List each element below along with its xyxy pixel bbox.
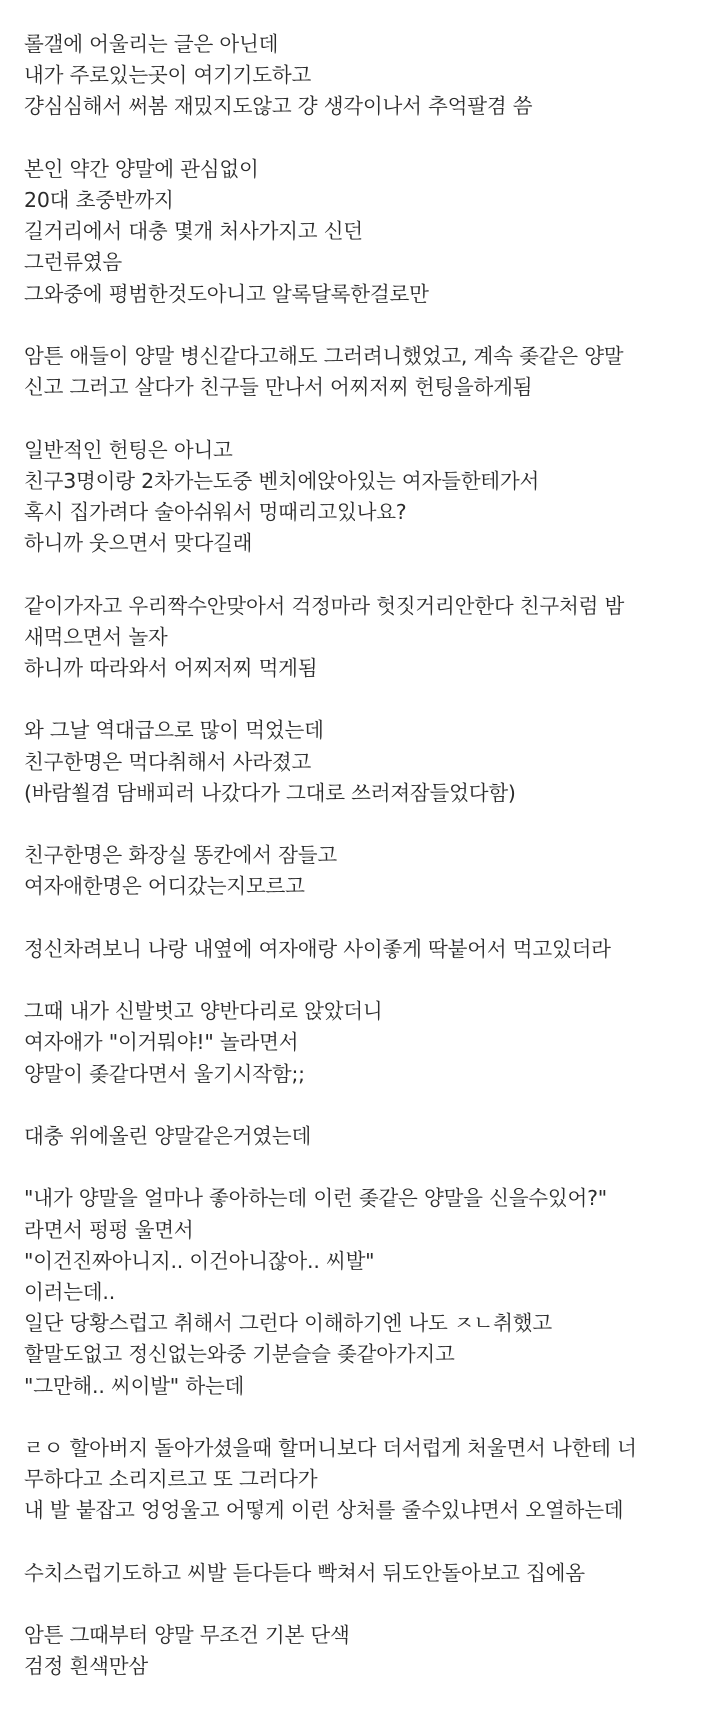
text-line: 암튼 애들이 양말 병신같다고해도 그러려니했었고, 계속 좆같은 양말 <box>24 344 624 368</box>
text-line: 하니까 웃으면서 맞다길래 <box>24 531 253 556</box>
text-line: ㄹㅇ 할아버지 돌아가셨을때 할머니보다 더서럽게 처울면서 나한테 너 <box>24 1435 637 1460</box>
text-line: 20대 초중반까지 <box>24 188 174 212</box>
text-line: 그와중에 평범한것도아니고 알록달록한걸로만 <box>24 281 429 306</box>
text-line: 새먹으면서 놀자 <box>24 624 168 649</box>
text-line: (바람쐴겸 담배피러 나갔다가 그대로 쓰러져잠들었다함) <box>24 780 516 805</box>
paragraph <box>24 591 684 685</box>
paragraph <box>24 1433 684 1527</box>
paragraph <box>24 435 684 560</box>
text-line: 정신차려보니 나랑 내옆에 여자애랑 사이좋게 딱붙어서 먹고있더라 <box>24 936 611 961</box>
paragraph <box>24 1121 684 1152</box>
paragraph <box>24 154 684 310</box>
text-line: 그런류였음 <box>24 250 123 275</box>
text-line: 혹시 집가려다 술아쉬워서 멍때리고있나요? <box>24 500 407 524</box>
text-line: 수치스럽기도하고 씨발 듣다듣다 빡쳐서 뒤도안돌아보고 집에옴 <box>24 1560 585 1585</box>
text-line: 하니까 따라와서 어찌저찌 먹게됨 <box>24 656 318 680</box>
text-line: 와 그날 역대급으로 많이 먹었는데 <box>24 718 324 743</box>
text-line: 무하다고 소리지르고 또 그러다가 <box>24 1467 318 1492</box>
paragraph <box>24 840 684 902</box>
text-line: 일단 당황스럽고 취해서 그런다 이해하기엔 나도 ㅈㄴ취했고 <box>24 1311 552 1336</box>
paragraph <box>24 715 684 809</box>
text-line: 친구한명은 먹다취해서 사라졌고 <box>24 749 312 774</box>
text-line: 친구3명이랑 2차가는도중 벤치에앉아있는 여자들한테가서 <box>24 468 540 493</box>
text-line: 친구한명은 화장실 똥칸에서 잠들고 <box>24 843 337 868</box>
text-line: 걍심심해서 써봄 재밌지도않고 걍 생각이나서 추억팔겸 씀 <box>24 94 533 119</box>
paragraph <box>24 1183 684 1401</box>
text-line: "이건진짜아니지.. 이건아니잖아.. 씨발" <box>24 1248 375 1273</box>
text-line: 할말도없고 정신없는와중 기분슬슬 좆같아가지고 <box>24 1342 455 1367</box>
text-line: 라면서 펑펑 울면서 <box>24 1217 194 1242</box>
paragraph <box>24 1558 684 1589</box>
text-line: 길거리에서 대충 몇개 처사가지고 신던 <box>24 219 363 244</box>
text-line: "그만해.. 씨이발" 하는데 <box>24 1373 245 1398</box>
paragraph <box>24 1620 684 1682</box>
text-line: 그때 내가 신발벗고 양반다리로 앉았더니 <box>24 999 383 1024</box>
text-line: 내가 주로있는곳이 여기기도하고 <box>24 63 312 88</box>
text-line: 롤갤에 어울리는 글은 아닌데 <box>24 32 279 56</box>
paragraph <box>24 29 684 123</box>
text-line: 양말이 좆같다면서 울기시작함;; <box>24 1061 305 1086</box>
paragraph <box>24 934 684 965</box>
text-line: 내 발 붙잡고 엉엉울고 어떻게 이런 상처를 줄수있냐면서 오열하는데 <box>24 1498 624 1523</box>
text-line: "내가 양말을 얼마나 좋아하는데 이런 좆같은 양말을 신을수있어?" <box>24 1186 608 1211</box>
text-line: 일반적인 헌팅은 아니고 <box>24 437 233 462</box>
text-line: 대충 위에올린 양말같은거였는데 <box>24 1123 312 1148</box>
paragraph <box>24 341 684 403</box>
text-line: 여자애가 "이거뭐야!" 놀라면서 <box>24 1030 299 1055</box>
text-line: 같이가자고 우리짝수안맞아서 걱정마라 헛짓거리안한다 친구처럼 밤 <box>24 593 625 618</box>
text-line: 이러는데.. <box>24 1279 116 1304</box>
paragraph <box>24 996 684 1090</box>
text-line: 본인 약간 양말에 관심없이 <box>24 156 259 181</box>
text-line: 여자애한명은 어디갔는지모르고 <box>24 874 305 899</box>
text-line: 암튼 그때부터 양말 무조건 기본 단색 <box>24 1623 350 1648</box>
text-line: 검정 흰색만삼 <box>24 1654 148 1679</box>
text-line: 신고 그러고 살다가 친구들 만나서 어찌저찌 헌팅을하게됨 <box>24 375 533 400</box>
